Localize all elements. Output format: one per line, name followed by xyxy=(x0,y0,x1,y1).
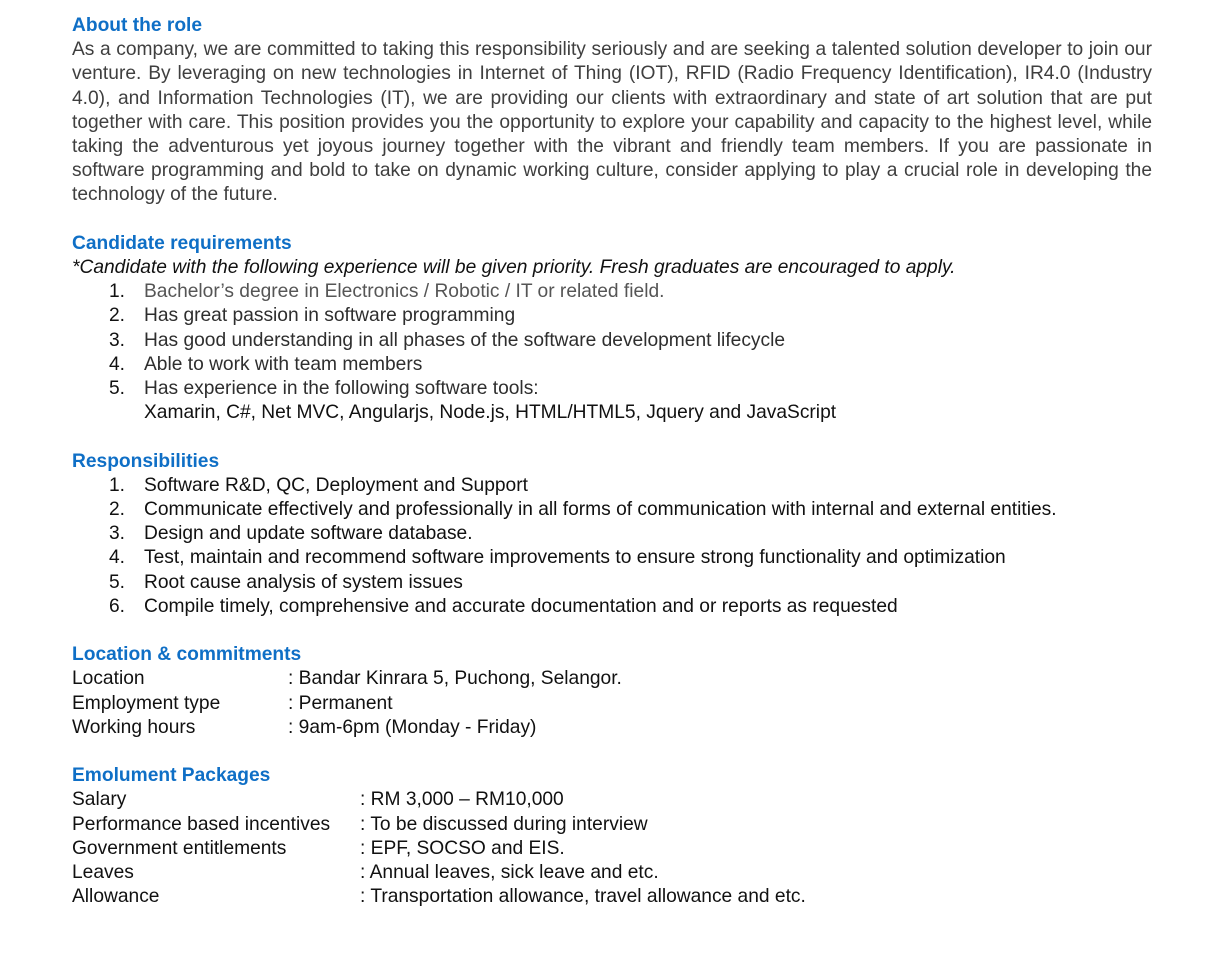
responsibilities-heading: Responsibilities xyxy=(72,450,220,472)
responsibility-item xyxy=(72,571,1152,595)
software-tools-list: Xamarin, C#, Net MVC, Angularjs, Node.js, HTML/HTML5, Jquery and JavaScript xyxy=(144,402,837,424)
emolument-packages-heading: Emolument Packages xyxy=(72,765,271,787)
responsibility-text: Root cause analysis of system issues xyxy=(144,571,463,593)
detail-value: : Permanent xyxy=(288,692,393,714)
list-number: 3. xyxy=(109,329,126,351)
detail-label: Working hours xyxy=(72,716,196,738)
section-spacer xyxy=(72,208,1152,232)
list-number: 6. xyxy=(109,595,126,617)
about-role-paragraph: As a company, we are committed to taking this responsibility seriously and are seeking a talented solution developer to join our venture. By leveraging on new technologies in Internet of Thing (IOT), RFID (Radio Frequency Identification), IR4.0 (Industry 4.0), and Information Technologies (IT), we are providing our clients with extraordinary and state of art solution that are put together with care. This position provides you the opportunity to explore your capability and capacity to the highest level, while taking the adventurous yet joyous journey together with the vibrant and friendly team members. If you are passionate in software programming and bold to take on dynamic working culture, consider applying to play a crucial role in developing the technology of the future. xyxy=(72,39,1152,206)
responsibility-item xyxy=(72,546,1152,570)
requirement-item xyxy=(72,280,1152,304)
location-commitments-heading: Location & commitments xyxy=(72,644,302,666)
responsibility-text: Test, maintain and recommend software improvements to ensure strong functionality and optimization xyxy=(144,547,1006,569)
list-number: 5. xyxy=(109,378,126,400)
responsibilities-list xyxy=(72,474,1152,619)
detail-label: Location xyxy=(72,668,145,690)
section-spacer xyxy=(72,740,1152,764)
list-number: 2. xyxy=(109,499,126,521)
requirements-list xyxy=(72,280,1152,401)
list-number: 1. xyxy=(109,474,126,496)
government-entitlements-row xyxy=(72,837,1152,861)
list-number: 4. xyxy=(109,547,126,569)
responsibility-item xyxy=(72,474,1152,498)
detail-label: Salary xyxy=(72,789,127,811)
working-hours-row xyxy=(72,716,1152,740)
responsibility-item xyxy=(72,522,1152,546)
emolument-details-table xyxy=(72,788,1152,909)
requirement-item xyxy=(72,329,1152,353)
allowance-row xyxy=(72,885,1152,909)
list-number: 3. xyxy=(109,523,126,545)
detail-value: : Annual leaves, sick leave and etc. xyxy=(360,862,659,884)
requirement-text: Bachelor’s degree in Electronics / Robotic / IT or related field. xyxy=(144,281,665,303)
responsibility-text: Communicate effectively and professionally in all forms of communication with internal and external entities. xyxy=(144,499,1057,521)
detail-value: : 9am-6pm (Monday - Friday) xyxy=(288,716,537,738)
requirement-text: Has experience in the following software tools: xyxy=(144,378,539,400)
requirement-item xyxy=(72,304,1152,328)
leaves-row xyxy=(72,861,1152,885)
job-description-document xyxy=(72,14,1152,909)
detail-value: : Transportation allowance, travel allowance and etc. xyxy=(360,886,806,908)
list-number: 2. xyxy=(109,305,126,327)
requirement-text: Has good understanding in all phases of the software development lifecycle xyxy=(144,329,786,351)
list-number: 5. xyxy=(109,571,126,593)
detail-label: Allowance xyxy=(72,886,160,908)
responsibility-item xyxy=(72,498,1152,522)
detail-value: : RM 3,000 – RM10,000 xyxy=(360,789,564,811)
requirements-priority-note: *Candidate with the following experience will be given priority. Fresh graduates are encouraged to apply. xyxy=(72,257,956,279)
requirement-item xyxy=(72,353,1152,377)
detail-value: : Bandar Kinrara 5, Puchong, Selangor. xyxy=(288,668,622,690)
location-details-table xyxy=(72,667,1152,740)
employment-type-row xyxy=(72,692,1152,716)
responsibility-text: Software R&D, QC, Deployment and Support xyxy=(144,474,528,496)
detail-label: Leaves xyxy=(72,862,134,884)
responsibility-text: Design and update software database. xyxy=(144,523,473,545)
detail-label: Government entitlements xyxy=(72,837,287,859)
candidate-requirements-heading: Candidate requirements xyxy=(72,232,292,254)
requirement-text: Able to work with team members xyxy=(144,353,423,375)
requirement-item xyxy=(72,377,1152,401)
location-row xyxy=(72,667,1152,691)
detail-label: Employment type xyxy=(72,692,221,714)
detail-value: : To be discussed during interview xyxy=(360,813,648,835)
section-spacer xyxy=(72,425,1152,449)
incentives-row xyxy=(72,813,1152,837)
detail-value: : EPF, SOCSO and EIS. xyxy=(360,837,565,859)
list-number: 4. xyxy=(109,353,126,375)
about-role-heading: About the role xyxy=(72,15,203,36)
responsibility-text: Compile timely, comprehensive and accurate documentation and or reports as requested xyxy=(144,595,898,617)
list-number: 1. xyxy=(109,281,126,303)
detail-label: Performance based incentives xyxy=(72,813,331,835)
salary-row xyxy=(72,788,1152,812)
section-spacer xyxy=(72,619,1152,643)
responsibility-item xyxy=(72,595,1152,619)
requirement-text: Has great passion in software programming xyxy=(144,305,516,327)
